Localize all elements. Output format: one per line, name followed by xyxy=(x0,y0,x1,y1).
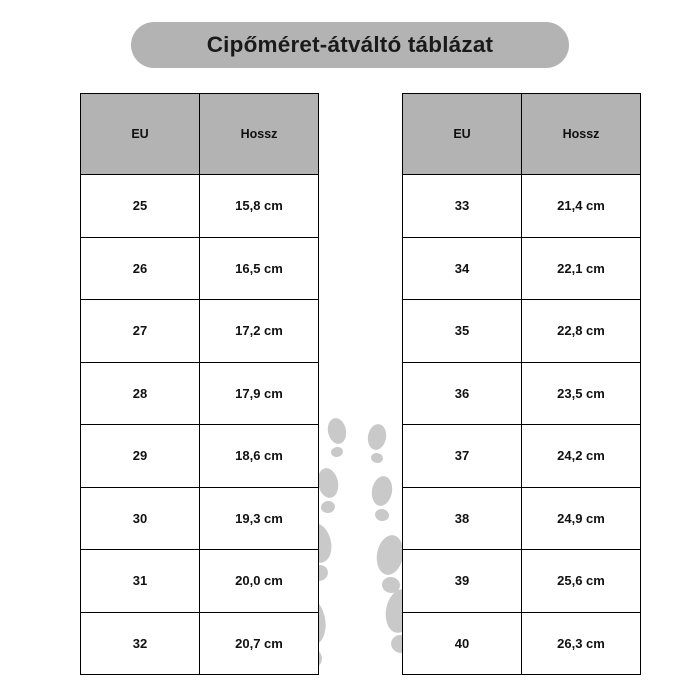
column-header-eu: EU xyxy=(403,94,522,175)
table-row xyxy=(81,175,319,238)
cell-eu: 35 xyxy=(403,300,522,363)
table-row xyxy=(403,362,641,425)
table-row xyxy=(81,550,319,613)
cell-length: 18,6 cm xyxy=(200,425,319,488)
table-row xyxy=(81,237,319,300)
cell-length: 15,8 cm xyxy=(200,175,319,238)
page-title-banner xyxy=(131,22,569,68)
cell-length: 17,9 cm xyxy=(200,362,319,425)
right-table xyxy=(402,93,641,675)
table-row xyxy=(81,487,319,550)
cell-eu: 36 xyxy=(403,362,522,425)
left-table-wrapper xyxy=(80,93,319,675)
table-row xyxy=(403,300,641,363)
column-header-eu: EU xyxy=(81,94,200,175)
cell-length: 22,1 cm xyxy=(522,237,641,300)
right-table-wrapper xyxy=(402,93,641,675)
table-header-row xyxy=(403,94,641,175)
cell-eu: 27 xyxy=(81,300,200,363)
cell-eu: 39 xyxy=(403,550,522,613)
table-row xyxy=(403,550,641,613)
cell-length: 26,3 cm xyxy=(522,612,641,675)
cell-length: 25,6 cm xyxy=(522,550,641,613)
cell-eu: 31 xyxy=(81,550,200,613)
table-row xyxy=(81,612,319,675)
cell-length: 20,0 cm xyxy=(200,550,319,613)
table-row xyxy=(81,425,319,488)
cell-length: 24,2 cm xyxy=(522,425,641,488)
cell-eu: 37 xyxy=(403,425,522,488)
table-row xyxy=(403,237,641,300)
left-table xyxy=(80,93,319,675)
cell-length: 23,5 cm xyxy=(522,362,641,425)
cell-eu: 38 xyxy=(403,487,522,550)
table-row xyxy=(403,487,641,550)
table-row xyxy=(81,300,319,363)
column-header-length: Hossz xyxy=(522,94,641,175)
table-row xyxy=(403,175,641,238)
table-row xyxy=(403,612,641,675)
cell-length: 19,3 cm xyxy=(200,487,319,550)
cell-eu: 34 xyxy=(403,237,522,300)
cell-eu: 30 xyxy=(81,487,200,550)
cell-length: 22,8 cm xyxy=(522,300,641,363)
cell-eu: 32 xyxy=(81,612,200,675)
table-row xyxy=(81,362,319,425)
cell-eu: 25 xyxy=(81,175,200,238)
cell-eu: 40 xyxy=(403,612,522,675)
page-title: Cipőméret-átváltó táblázat xyxy=(206,32,494,57)
cell-eu: 26 xyxy=(81,237,200,300)
cell-length: 21,4 cm xyxy=(522,175,641,238)
cell-length: 17,2 cm xyxy=(200,300,319,363)
cell-length: 16,5 cm xyxy=(200,237,319,300)
cell-eu: 28 xyxy=(81,362,200,425)
cell-eu: 33 xyxy=(403,175,522,238)
table-header-row xyxy=(81,94,319,175)
cell-length: 20,7 cm xyxy=(200,612,319,675)
cell-length: 24,9 cm xyxy=(522,487,641,550)
column-header-length: Hossz xyxy=(200,94,319,175)
cell-eu: 29 xyxy=(81,425,200,488)
table-row xyxy=(403,425,641,488)
